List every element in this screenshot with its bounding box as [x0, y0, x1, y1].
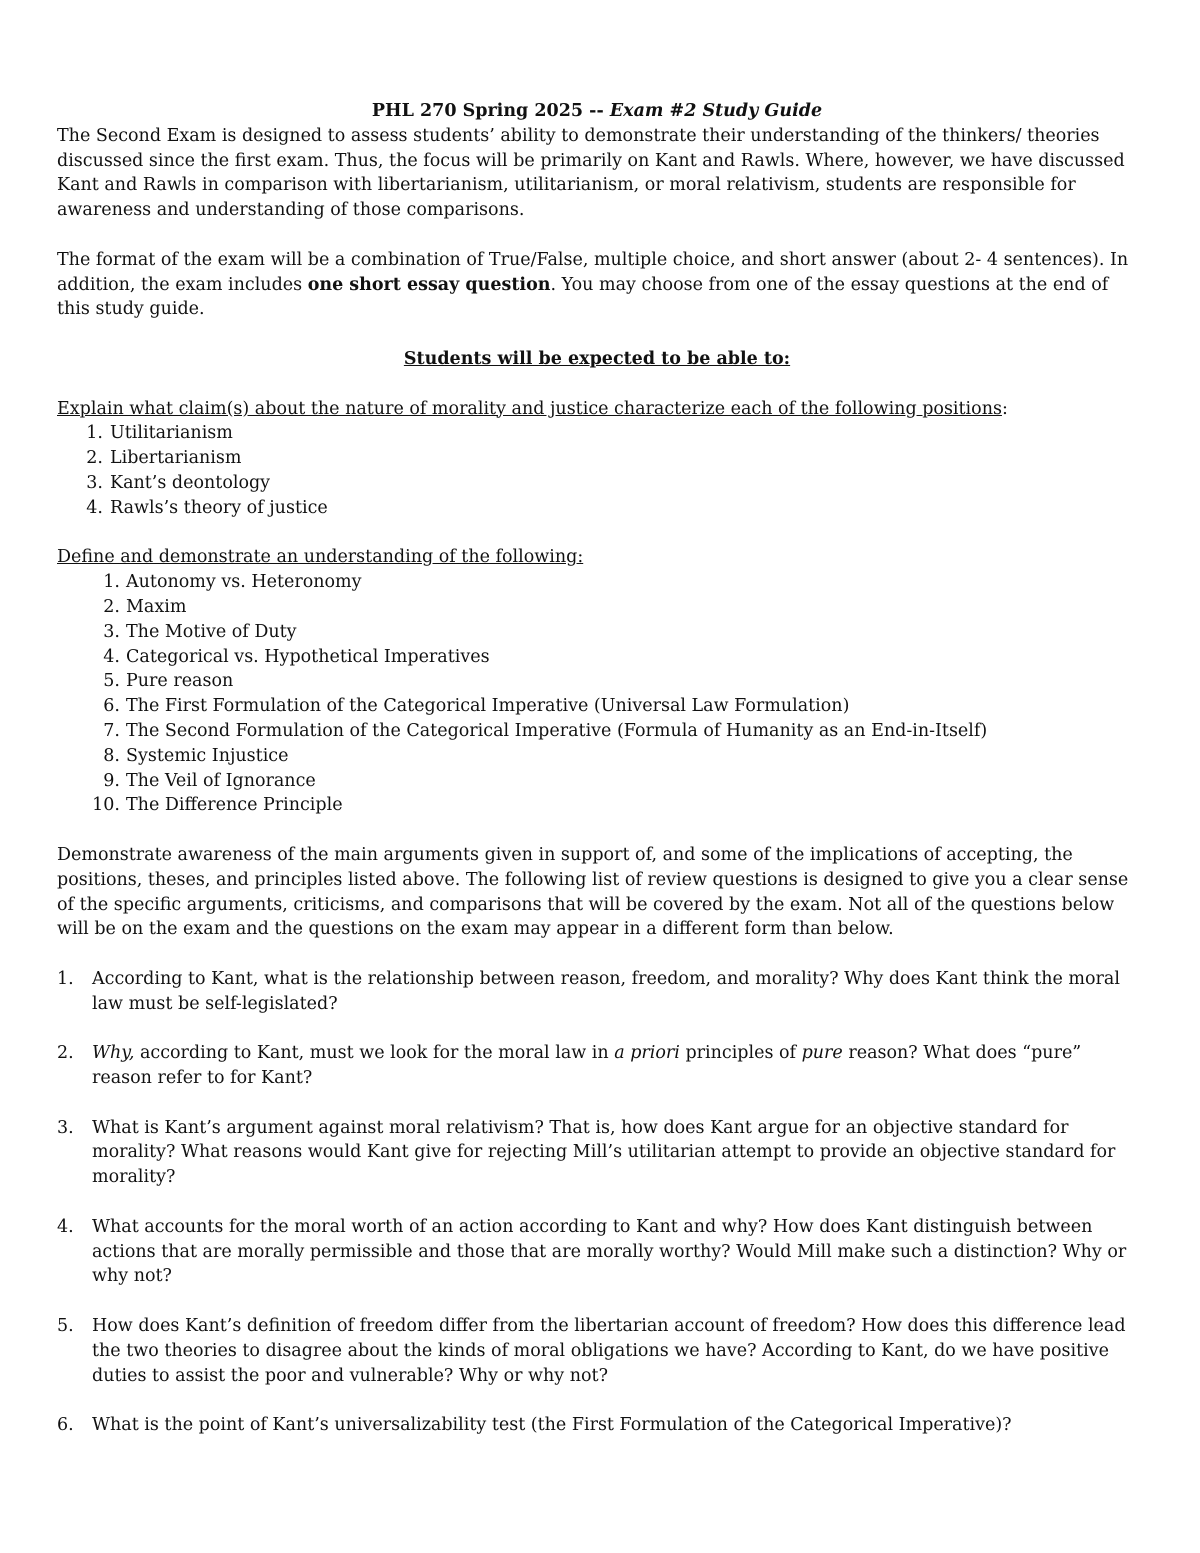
- list-item-text: Maxim: [126, 596, 187, 617]
- list-item-text: The First Formulation of the Categorical Imperative (Universal Law Formulation): [126, 696, 850, 717]
- list-item-number: 4.: [103, 646, 120, 667]
- format-text-before: The format of the exam will be a combination of True/False, multiple choice, and short answer (about 2- 4 sentences). In addition, the exam includes: [57, 249, 1129, 295]
- list-item: [57, 471, 1137, 496]
- list-item-number: 1.: [86, 423, 103, 444]
- question-text: What is the point of Kant’s universalizability test (the First Formulation of the Categorical Imperative)?: [92, 1415, 1012, 1436]
- question-text: According to Kant, what is the relationship between reason, freedom, and morality? Why does Kant think the moral law must be self-legislated?: [92, 968, 1120, 1014]
- list-item-number: 4.: [86, 497, 103, 518]
- positions-list: [57, 421, 1137, 520]
- question-text: reason? What does “pure” reason refer to for Kant?: [92, 1043, 1082, 1089]
- question-number: 2.: [57, 1043, 74, 1064]
- question-number: 4.: [57, 1216, 74, 1237]
- list-item-text: Categorical vs. Hypothetical Imperatives: [126, 646, 490, 667]
- positions-heading-colon: :: [1001, 398, 1008, 419]
- question-emphasis-pure: pure: [801, 1043, 843, 1064]
- review-question-3: [57, 1116, 1137, 1190]
- question-text: How does Kant’s definition of freedom differ from the libertarian account of freedom? How does this difference lead the two theories to disagree about the kinds of moral obligations we have? According to Kant, do we have positive duties to assist the poor and vulnerable? Why or why not?: [92, 1316, 1126, 1386]
- list-item: [57, 694, 1137, 719]
- question-number: 1.: [57, 968, 74, 989]
- page-title: [57, 99, 1137, 124]
- intro-paragraph: The Second Exam is designed to assess students’ ability to demonstrate their understanding of the thinkers/ theories discussed since the first exam. Thus, the focus will be primarily on Kant and Rawls. Where, however, we have discussed Kant and Rawls in comparison with libertarianism, utilitarianism, or moral relativism, students are responsible for awareness and understanding of those comparisons.: [57, 125, 1125, 221]
- question-emphasis-why: Why,: [92, 1043, 135, 1064]
- format-bold-essay: one short essay question: [307, 274, 551, 295]
- expected-heading: Students will be expected to be able to:: [403, 348, 791, 369]
- list-item-text: Libertarianism: [110, 448, 242, 469]
- list-item-number: 10.: [92, 795, 120, 816]
- list-item: [57, 570, 1137, 595]
- list-item-text: Systemic Injustice: [126, 745, 289, 766]
- question-text: What is Kant’s argument against moral relativism? That is, how does Kant argue for an objective standard for morality? What reasons would Kant give for rejecting Mill’s utilitarian attempt to provide an objective standard for morality?: [92, 1117, 1116, 1188]
- list-item-text: The Second Formulation of the Categorical Imperative (Formula of Humanity as an End-in-Itself): [126, 720, 988, 741]
- question-text: principles of: [679, 1043, 802, 1064]
- list-item-text: Pure reason: [126, 671, 234, 692]
- list-item-text: The Difference Principle: [126, 795, 343, 816]
- format-text-after: . You may choose from one of the essay questions at the end of this study guide.: [57, 274, 1109, 320]
- title-course: PHL 270 Spring 2025 --: [371, 101, 610, 121]
- list-item-text: Utilitarianism: [110, 423, 233, 444]
- list-item: [57, 595, 1137, 620]
- question-emphasis-a-priori: a priori: [614, 1043, 680, 1064]
- list-item-number: 7.: [103, 720, 120, 741]
- definitions-list: [57, 570, 1137, 818]
- format-paragraph: [57, 248, 1137, 322]
- list-item-text: The Veil of Ignorance: [126, 770, 316, 791]
- question-text: according to Kant, must we look for the moral law in: [134, 1043, 615, 1064]
- list-item: [57, 744, 1137, 769]
- question-number: 5.: [57, 1316, 74, 1337]
- list-item: [57, 421, 1137, 446]
- review-question-4: [57, 1215, 1137, 1289]
- list-item: [57, 446, 1137, 471]
- review-question-6: [57, 1413, 1137, 1438]
- list-item: [57, 719, 1137, 744]
- list-item-number: 3.: [103, 621, 120, 642]
- list-item-number: 1.: [103, 572, 120, 593]
- list-item: [57, 496, 1137, 521]
- question-number: 3.: [57, 1117, 74, 1138]
- review-question-2: [57, 1041, 1137, 1091]
- review-question-1: [57, 967, 1137, 1017]
- list-item-number: 2.: [103, 596, 120, 617]
- list-item-text: Kant’s deontology: [110, 472, 271, 493]
- list-item-number: 5.: [103, 671, 120, 692]
- positions-heading-text: Explain what claim(s) about the nature of morality and justice characterize each of the following positions: [57, 398, 1002, 419]
- title-exam: Exam #2 Study Guide: [609, 101, 823, 121]
- list-item: [57, 769, 1137, 794]
- list-item-number: 3.: [86, 472, 103, 493]
- list-item-text: Rawls’s theory of justice: [110, 497, 328, 518]
- review-question-5: [57, 1314, 1137, 1388]
- list-item: [57, 793, 1137, 818]
- list-item-number: 8.: [103, 745, 120, 766]
- list-item-text: Autonomy vs. Heteronomy: [126, 572, 362, 593]
- list-item-number: 9.: [103, 770, 120, 791]
- definitions-heading: Define and demonstrate an understanding of the following:: [57, 547, 584, 568]
- list-item-text: The Motive of Duty: [126, 621, 297, 642]
- list-item-number: 6.: [103, 696, 120, 717]
- list-item: [57, 620, 1137, 645]
- positions-heading: [57, 397, 1137, 422]
- list-item: [57, 645, 1137, 670]
- question-number: 6.: [57, 1415, 74, 1436]
- review-questions-list: [57, 967, 1137, 1438]
- question-text: What accounts for the moral worth of an action according to Kant and why? How does Kant distinguish between actions that are morally permissible and those that are morally worthy? Would Mill make such a distinction? Why or why not?: [92, 1216, 1127, 1287]
- study-guide-page: [57, 99, 1137, 1438]
- list-item: [57, 669, 1137, 694]
- list-item-number: 2.: [86, 448, 103, 469]
- arguments-paragraph: Demonstrate awareness of the main arguments given in support of, and some of the implications of accepting, the positions, theses, and principles listed above. The following list of review questions is designed to give you a clear sense of the specific arguments, criticisms, and comparisons that will be covered by the exam. Not all of the questions below will be on the exam and the questions on the exam may appear in a different form than below.: [57, 844, 1129, 940]
